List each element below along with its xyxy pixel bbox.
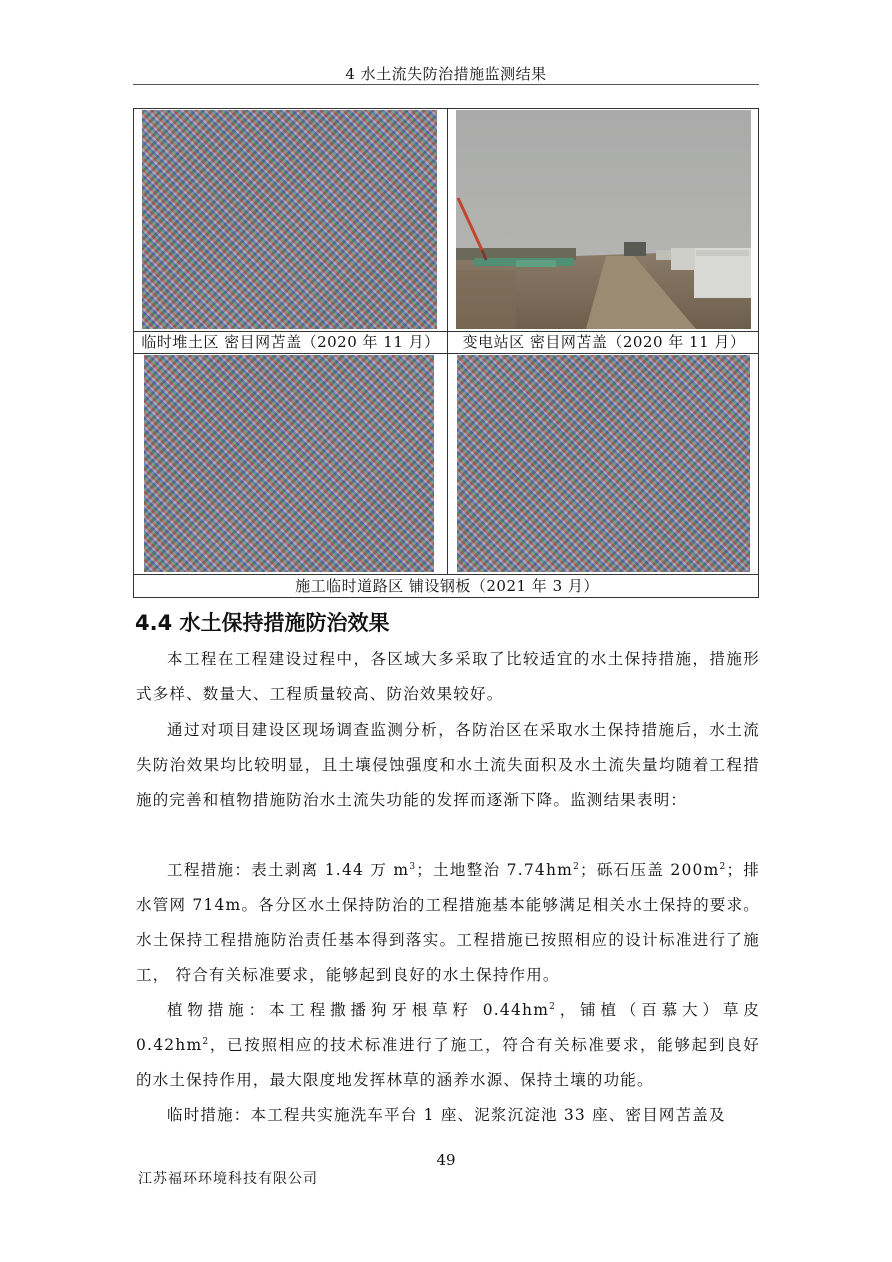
table-row-divider bbox=[134, 353, 758, 354]
superscript: 3 bbox=[409, 861, 417, 872]
paragraph: 通过对项目建设区现场调查监测分析，各防治区在采取水土保持措施后，水土流失防治效果均比较明显，且土壤侵蚀强度和水土流失面积及水土流失量均随着工程措施的完善和植物措施防治水土流失功能的发挥而逐渐下降。监测结果表明： bbox=[136, 721, 760, 809]
superscript: 2 bbox=[549, 1001, 557, 1012]
company-name: 江苏福环环境科技有限公司 bbox=[138, 1171, 318, 1187]
substation-photo-drawing bbox=[456, 110, 751, 329]
text-segment: 工程措施：表土剥离 1.44 万 m bbox=[167, 861, 410, 879]
photo-temporary-road-right bbox=[457, 355, 750, 572]
paragraph-engineering-measures bbox=[136, 853, 760, 993]
photo-caption: 变电站区 密目网苫盖（2020 年 11 月） bbox=[462, 333, 746, 351]
text-segment: ，铺植（百慕大）草皮 0.42hm bbox=[136, 1001, 760, 1054]
text-segment: ；砾石压盖 200m bbox=[580, 861, 720, 879]
paragraph-plant-measures bbox=[136, 993, 760, 1098]
photo-caption: 临时堆土区 密目网苫盖（2020 年 11 月） bbox=[141, 333, 440, 351]
superscript: 2 bbox=[573, 861, 581, 872]
photo-table bbox=[133, 108, 759, 598]
superscript: 2 bbox=[719, 861, 727, 872]
text-segment: ；土地整治 7.74hm bbox=[416, 861, 574, 879]
page-header-title: 4 水土流失防治措施监测结果 bbox=[345, 65, 547, 83]
section-heading: 4.4 水土保持措施防治效果 bbox=[135, 611, 390, 635]
header-rule bbox=[133, 84, 759, 85]
superscript: 2 bbox=[202, 1036, 210, 1047]
photo-caption: 施工临时道路区 铺设钢板（2021 年 3 月） bbox=[295, 577, 599, 595]
photo-temporary-soil-pile bbox=[142, 110, 437, 329]
photo-temporary-road-left bbox=[144, 355, 434, 572]
text-segment: 植物措施：本工程撒播狗牙根草籽 0.44hm bbox=[167, 1001, 550, 1019]
page-number: 49 bbox=[436, 1151, 456, 1169]
text-segment: ，已按照相应的技术标准进行了施工，符合有关标准要求，能够起到良好的水土保持作用，最大限度地发挥林草的涵养水源、保持土壤的功能。 bbox=[136, 1036, 760, 1089]
photo-substation-site bbox=[456, 110, 751, 329]
paragraph-temporary-measures: 临时措施：本工程共实施洗车平台 1 座、泥浆沉淀池 33 座、密目网苫盖及 bbox=[167, 1106, 726, 1124]
text-segment: ；排水管网 714m。各分区水土保持防治的工程措施基本能够满足相关水土保持的要求。水土保持工程措施防治责任基本得到落实。工程措施已按照相应的设计标准进行了施工， 符合有关标准要求，能够起到良好的水土保持作用。 bbox=[136, 861, 761, 984]
paragraph: 本工程在工程建设过程中，各区域大多采取了比较适宜的水土保持措施，措施形式多样、数量大、工程质量较高、防治效果较好。 bbox=[136, 650, 760, 703]
